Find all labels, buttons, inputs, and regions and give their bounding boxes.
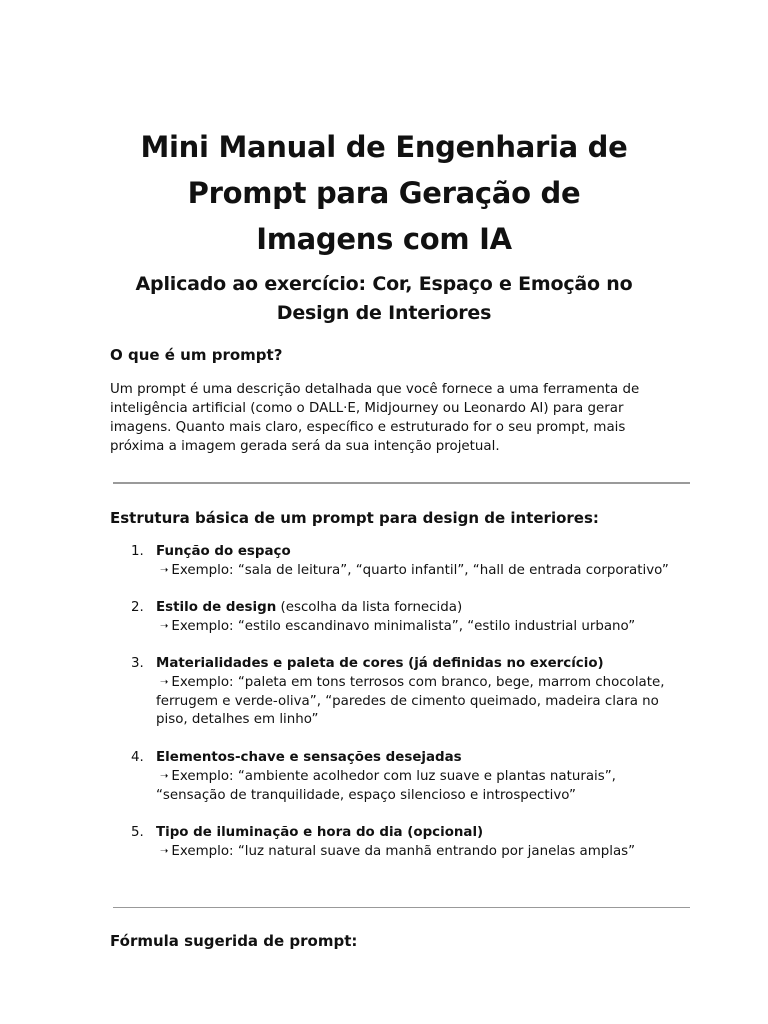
- item-label: Tipo de iluminação e hora do dia (opcional): [156, 825, 484, 840]
- item-title-line: [156, 543, 291, 562]
- arrow-right-icon: ➝: [160, 771, 169, 782]
- item-example-line: [160, 843, 635, 863]
- list-number: 4.: [131, 750, 144, 765]
- item-example-line: ferrugem e verde-oliva”, “paredes de cimento queimado, madeira clara no: [156, 694, 659, 709]
- paragraph-line: inteligência artificial (como o DALL·E, Midjourney ou Leonardo AI) para gerar: [110, 401, 624, 416]
- item-title-line: [156, 655, 604, 674]
- list-number: 2.: [131, 600, 144, 615]
- item-title-line: [156, 749, 462, 768]
- title-line: Mini Manual de Engenharia de: [140, 130, 628, 164]
- item-label: Função do espaço: [156, 544, 291, 559]
- section-paragraph: [110, 380, 700, 456]
- example-text: Exemplo: “ambiente acolhedor com luz suave e plantas naturais”,: [171, 769, 616, 784]
- item-title-line: [156, 824, 483, 843]
- example-text: Exemplo: “paleta em tons terrosos com branco, bege, marrom chocolate,: [171, 675, 665, 690]
- example-text: Exemplo: “sala de leitura”, “quarto infantil”, “hall de entrada corporativo”: [171, 563, 669, 578]
- example-text: Exemplo: “estilo escandinavo minimalista”, “estilo industrial urbano”: [171, 619, 636, 634]
- list-number: 1.: [131, 544, 144, 559]
- item-example-line: [160, 674, 665, 694]
- item-note: (escolha da lista fornecida): [276, 600, 463, 615]
- paragraph-line: próxima a imagem gerada será da sua intenção projetual.: [110, 439, 500, 454]
- item-example-line: [160, 562, 669, 582]
- divider: [113, 907, 690, 908]
- item-label: Estilo de design: [156, 600, 277, 615]
- divider: [113, 482, 690, 484]
- item-example-line: [160, 768, 616, 788]
- arrow-right-icon: ➝: [160, 677, 169, 688]
- item-label: Materialidades e paleta de cores (já definidas no exercício): [156, 656, 604, 671]
- subtitle-line: Design de Interiores: [276, 302, 492, 324]
- subtitle-line: Aplicado ao exercício: Cor, Espaço e Emoção no: [135, 273, 633, 295]
- item-label: Elementos-chave e sensações desejadas: [156, 750, 462, 765]
- section-heading-structure: Estrutura básica de um prompt para design de interiores:: [110, 509, 599, 527]
- arrow-right-icon: ➝: [160, 846, 169, 857]
- example-text: Exemplo: “luz natural suave da manhã entrando por janelas amplas”: [171, 844, 636, 859]
- title-line: Imagens com IA: [256, 222, 512, 256]
- list-number: 5.: [131, 825, 144, 840]
- document-subtitle: [90, 270, 678, 328]
- item-example-line: [160, 618, 635, 638]
- paragraph-line: imagens. Quanto mais claro, específico e estruturado for o seu prompt, mais: [110, 420, 626, 435]
- arrow-right-icon: ➝: [160, 621, 169, 632]
- list-number: 3.: [131, 656, 144, 671]
- item-title-line: [156, 599, 462, 618]
- item-example-line: “sensação de tranquilidade, espaço silencioso e introspectivo”: [156, 788, 576, 803]
- document-title: [100, 124, 668, 262]
- section-heading-formula: Fórmula sugerida de prompt:: [110, 932, 358, 950]
- title-line: Prompt para Geração de: [187, 176, 581, 210]
- section-heading-what-is-prompt: O que é um prompt?: [110, 346, 283, 364]
- arrow-right-icon: ➝: [160, 565, 169, 576]
- item-example-line: piso, detalhes em linho”: [156, 712, 319, 727]
- paragraph-line: Um prompt é uma descrição detalhada que você fornece a uma ferramenta de: [110, 382, 640, 397]
